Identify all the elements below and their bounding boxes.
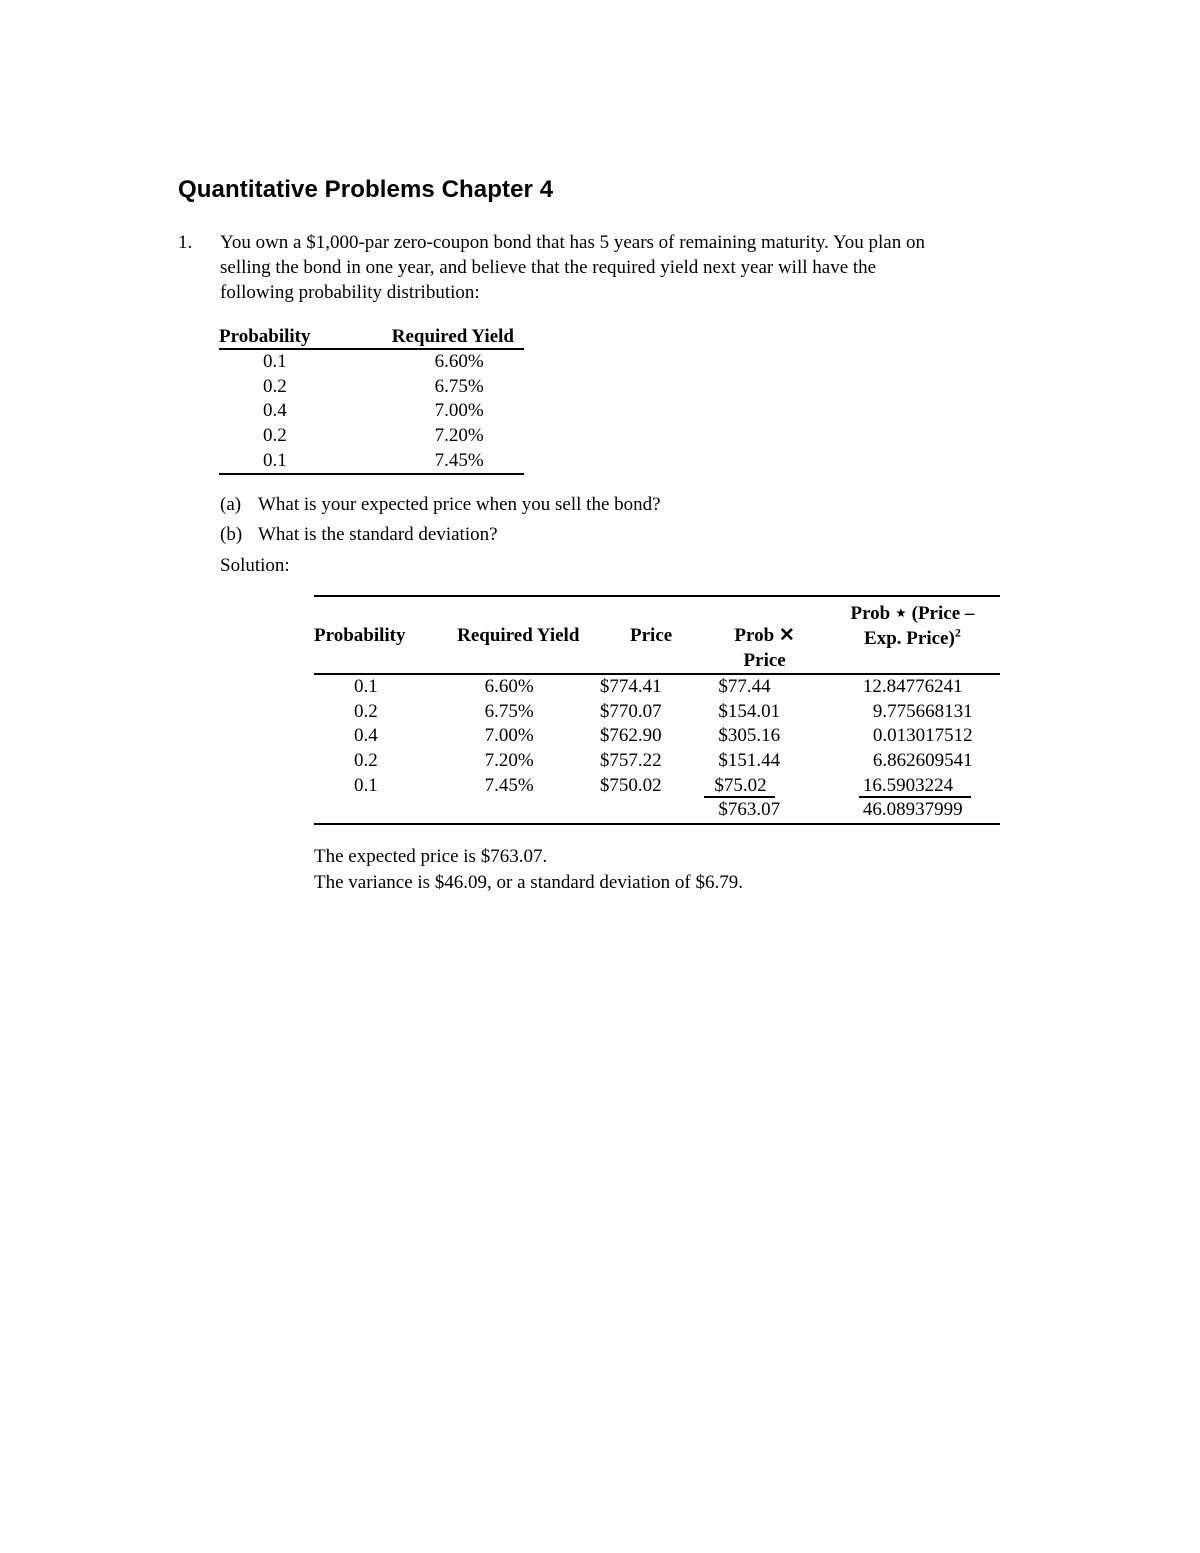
conclusion-variance: The variance is $46.09, or a standard deviation of $6.79. (314, 872, 743, 893)
header-price: Price (598, 596, 705, 674)
page-title: Quantitative Problems Chapter 4 (178, 176, 554, 203)
cell-weighted-deviation: 9.775668131 (872, 700, 973, 722)
cell-probability: 0.2 (354, 750, 378, 772)
header-probability: Probability (314, 596, 445, 674)
cell-prob-x-price: $154.01 (718, 700, 781, 722)
cell-probability: 0.2 (354, 700, 378, 722)
cell-yield: 6.60% (484, 676, 534, 698)
cell-prob-x-price (704, 773, 824, 798)
distribution-header-row (219, 322, 524, 349)
conclusion (314, 844, 743, 896)
table-row (219, 424, 524, 449)
cell-yield: 7.45% (363, 448, 524, 474)
cell-yield: 6.75% (434, 375, 484, 397)
cell-prob-x-price: $305.16 (718, 725, 781, 747)
table-row (314, 724, 1000, 749)
question-line: selling the bond in one year, and believe that the required yield next year will have the (220, 257, 877, 278)
part-b-label: (b) (220, 524, 243, 545)
cell-price: $750.02 (599, 774, 662, 796)
part-b (220, 524, 498, 546)
underlined-value: 16.5903224 (859, 776, 971, 798)
table-row (219, 448, 524, 474)
table-row (314, 674, 1000, 700)
cell-probability: 0.1 (354, 774, 378, 796)
header-probability: Probability (219, 322, 363, 349)
part-a-text: What is your expected price when you sell the bond? (258, 494, 661, 515)
table-row (219, 349, 524, 375)
part-a-label: (a) (220, 494, 242, 515)
header-prob-x-price-line1: Prob ✕ (734, 624, 795, 646)
superscript-two: 2 (954, 625, 961, 640)
conclusion-expected-price: The expected price is $763.07. (314, 846, 548, 867)
cell-yield: 7.20% (484, 750, 534, 772)
underlined-value: $75.02 (704, 776, 774, 798)
cell-price: $757.22 (599, 750, 662, 772)
cell-weighted-deviation (825, 773, 1000, 798)
cell-yield: 6.75% (484, 700, 534, 722)
cell-probability: 0.2 (263, 425, 287, 447)
totals-row (314, 798, 1000, 824)
solution-label: Solution: (220, 555, 290, 576)
cell-weighted-deviation: 6.862609541 (872, 750, 973, 772)
cell-yield: 7.00% (434, 400, 484, 422)
header-deviation-line2 (825, 626, 1000, 669)
total-variance: 46.08937999 (825, 798, 1000, 824)
cell-weighted-deviation: 12.84776241 (862, 676, 963, 698)
solution-header-row (314, 596, 1000, 674)
table-row (219, 375, 524, 400)
header-weighted-deviation (825, 596, 1000, 674)
question-line: following probability distribution: (220, 282, 480, 303)
header-prob-x-price (704, 596, 824, 674)
distribution-table (219, 322, 524, 475)
cell-yield: 7.45% (484, 774, 534, 796)
cell-price: $770.07 (599, 700, 662, 722)
header-deviation-text: Exp. Price) (864, 628, 955, 649)
table-row (314, 700, 1000, 725)
cell-weighted-deviation: 0.013017512 (872, 725, 973, 747)
cell-price: $774.41 (599, 676, 662, 698)
header-prob-x-price-line2: Price (743, 649, 786, 671)
part-a (220, 494, 661, 516)
cell-probability: 0.1 (263, 351, 287, 373)
cell-probability: 0.4 (354, 725, 378, 747)
solution-table (314, 595, 1000, 825)
cell-yield: 7.20% (434, 425, 484, 447)
part-b-text: What is the standard deviation? (258, 524, 498, 545)
table-row (314, 749, 1000, 774)
cell-price: $762.90 (599, 725, 662, 747)
question-number: 1. (178, 232, 193, 253)
cell-probability: 0.1 (219, 448, 363, 474)
header-required-yield: Required Yield (363, 322, 524, 349)
cell-prob-x-price: $77.44 (718, 676, 771, 698)
header-required-yield: Required Yield (445, 596, 598, 674)
header-deviation-line1: Prob ⋆ (Price – (850, 603, 975, 624)
cell-yield: 7.00% (484, 725, 534, 747)
cell-prob-x-price: $151.44 (718, 750, 781, 772)
cell-probability: 0.2 (263, 375, 287, 397)
table-row (219, 399, 524, 424)
question-text (220, 230, 1030, 305)
cell-probability: 0.1 (354, 676, 378, 698)
cell-probability: 0.4 (263, 400, 287, 422)
cell-yield: 6.60% (434, 351, 484, 373)
question-line: You own a $1,000-par zero-coupon bond that has 5 years of remaining maturity. You plan on (220, 232, 925, 253)
table-row (314, 773, 1000, 798)
total-expected-price: $763.07 (704, 798, 824, 824)
